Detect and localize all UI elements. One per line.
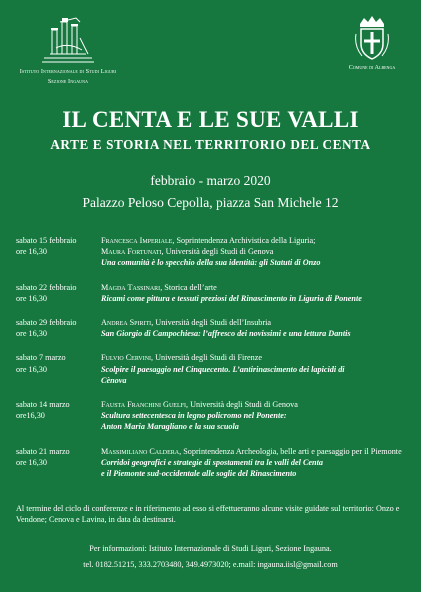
event-item [16,235,411,269]
event-dates: febbraio - marzo 2020 [150,173,271,188]
event-time: ore 16,30 [16,293,47,303]
talk-title: Ricami come pittura e tessuti preziosi del Rinascimento in Liguria di Ponente [101,293,362,303]
event-day: sabato 29 febbraio [16,318,77,328]
event-item [16,317,411,339]
event-day: sabato 14 marzo [16,400,70,410]
speaker-affiliation: , Soprintendenza Archivistica della Liguria; [172,236,316,245]
speaker-affiliation: , Università degli Studi dell’Insubria [151,318,272,328]
event-time: ore 16,30 [16,247,47,257]
speaker-name: Fulvio Cervini [101,353,152,363]
events-list [16,235,411,492]
speaker-affiliation: , Università degli Studi di Firenze [151,353,262,363]
event-day: sabato 15 febbraio [16,236,77,245]
speaker-affiliation: , Università degli Studi di Genova [185,400,298,410]
guided-visits-note: Al termine del ciclo di conferenze e in riferimento ad esso si effettueranno alcune visite guidate sul territorio: Onzo e Vendone; Cenova e Lavina, in data da destinarsi. [16,504,400,525]
page-subtitle: ARTE E STORIA NEL TERRITORIO DEL CENTA [50,137,371,152]
contacts-line: tel. 0182.51215, 333.2703480, 349.4973020; e.mail: ingauna.iisl@gmail.com [83,560,338,569]
institute-logo [18,8,118,86]
talk-title: Anton Maria Maragliano e la sua scuola [101,422,239,432]
event-time: ore 16,30 [16,329,47,339]
talk-title: Scolpire il paesaggio nel Cinquecento. L’antirinascimento dei lapicidi di [101,364,345,374]
talk-title: e il Piemonte sud-occidentale alle soglie del Rinascimento [101,469,297,479]
talk-title: San Giorgio di Campochiesa: l’affresco dei novissimi e una lettura Dantis [101,329,351,339]
event-time: ore16,30 [16,411,45,421]
institute-name: Istituto Internazionale di Studi Liguri [19,68,117,75]
talk-title: Cènova [101,375,127,385]
talk-title: Corridoi geografici e strategie di spostamenti tra le valli del Centa [101,457,323,467]
talk-title: Scultura settecentesca in legno policromo nel Ponente: [101,411,287,421]
event-time: ore 16,30 [16,457,47,467]
event-item [16,352,411,386]
comune-name: Comune di Albenga [348,64,396,71]
speaker-name: Fausta Franchini Guelfi [101,400,186,410]
speaker-name: Francesca Imperiale [101,236,173,245]
speaker-name: Andrea Spiriti [101,318,152,328]
speaker-name: Magda Tassinari [101,282,161,292]
info-line: Per informazioni: Istituto Internazionale di Studi Liguri, Sezione Ingauna. [89,544,332,553]
event-item [16,446,411,480]
talk-title: Una comunità è lo specchio della sua identità: gli Statuti di Onzo [101,258,321,268]
page-title: IL CENTA E LE SUE VALLI [62,107,359,132]
event-venue: Palazzo Peloso Cepolla, piazza San Michele 12 [82,195,339,210]
event-time: ore 16,30 [16,364,47,374]
speaker-affiliation: , Soprintendenza Archeologia, belle arti e paesaggio per il Piemonte [179,446,402,456]
event-day: sabato 22 febbraio [16,282,77,292]
event-item [16,282,411,304]
event-item [16,399,411,433]
event-day: sabato 7 marzo [16,353,66,363]
event-day: sabato 21 marzo [16,446,70,456]
institute-section: Sezione Ingauna [47,78,89,85]
temple-ruins-icon [36,8,100,66]
speaker-name: Massimiliano Caldera [101,446,180,456]
speaker-affiliation: , Università degli Studi di Genova [161,247,274,257]
speaker-affiliation: , Storica dell’arte [160,282,217,292]
speaker-name: Maura Fortunati [101,247,162,257]
comune-logo [337,14,407,71]
crowned-shield-icon [352,14,392,62]
